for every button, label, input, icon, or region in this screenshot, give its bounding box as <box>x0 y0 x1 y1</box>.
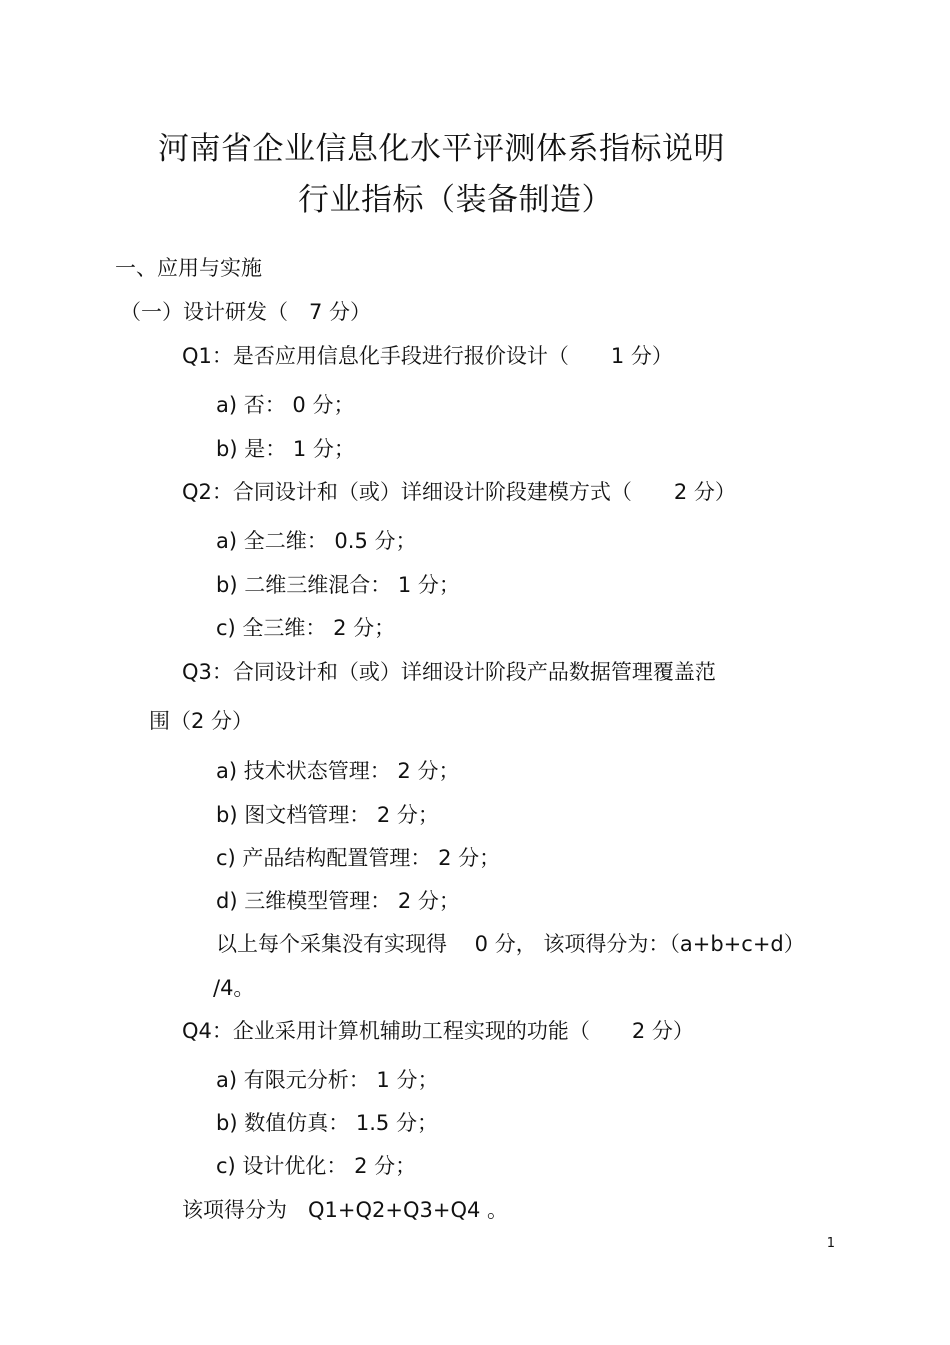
q3-option-a: a) 技术状态管理： 2 分； <box>216 759 460 783</box>
document-title-line1: 河南省企业信息化水平评测体系指标说明 <box>158 131 725 167</box>
question-q4: Q4：企业采用计算机辅助工程实现的功能（ 2 分） <box>182 1019 694 1043</box>
question-q3-line1: Q3：合同设计和（或）详细设计阶段产品数据管理覆盖范 <box>182 660 716 684</box>
document-title-line2: 行业指标（装备制造） <box>298 182 613 218</box>
q3-option-d: d) 三维模型管理： 2 分； <box>216 889 460 913</box>
question-q3-line2: 围（2 分） <box>149 709 254 733</box>
q2-option-a: a) 全二维： 0.5 分； <box>216 529 417 553</box>
q1-option-b: b) 是： 1 分； <box>216 437 355 461</box>
q3-note-line1: 以上每个采集没有实现得 0 分， 该项得分为：（a+b+c+d） <box>216 932 805 956</box>
q2-option-c: c) 全三维： 2 分； <box>216 616 396 640</box>
q4-option-c: c) 设计优化： 2 分； <box>216 1154 417 1178</box>
q4-option-b: b) 数值仿真： 1.5 分； <box>216 1111 438 1135</box>
section-heading: 一、应用与实施 <box>115 256 262 280</box>
q3-option-c: c) 产品结构配置管理： 2 分； <box>216 846 501 870</box>
q3-option-b: b) 图文档管理： 2 分； <box>216 803 439 827</box>
question-q2: Q2：合同设计和（或）详细设计阶段建模方式（ 2 分） <box>182 480 736 504</box>
q3-note-line2: /4。 <box>213 976 255 1000</box>
score-summary: 该项得分为 Q1+Q2+Q3+Q4 。 <box>182 1198 509 1222</box>
page-number: 1 <box>826 1236 835 1251</box>
q1-option-a: a) 否： 0 分； <box>216 393 355 417</box>
question-q1: Q1：是否应用信息化手段进行报价设计（ 1 分） <box>182 344 673 368</box>
q2-option-b: b) 二维三维混合： 1 分； <box>216 573 460 597</box>
subsection-heading: （一）设计研发（ 7 分） <box>120 300 372 324</box>
q4-option-a: a) 有限元分析： 1 分； <box>216 1068 439 1092</box>
